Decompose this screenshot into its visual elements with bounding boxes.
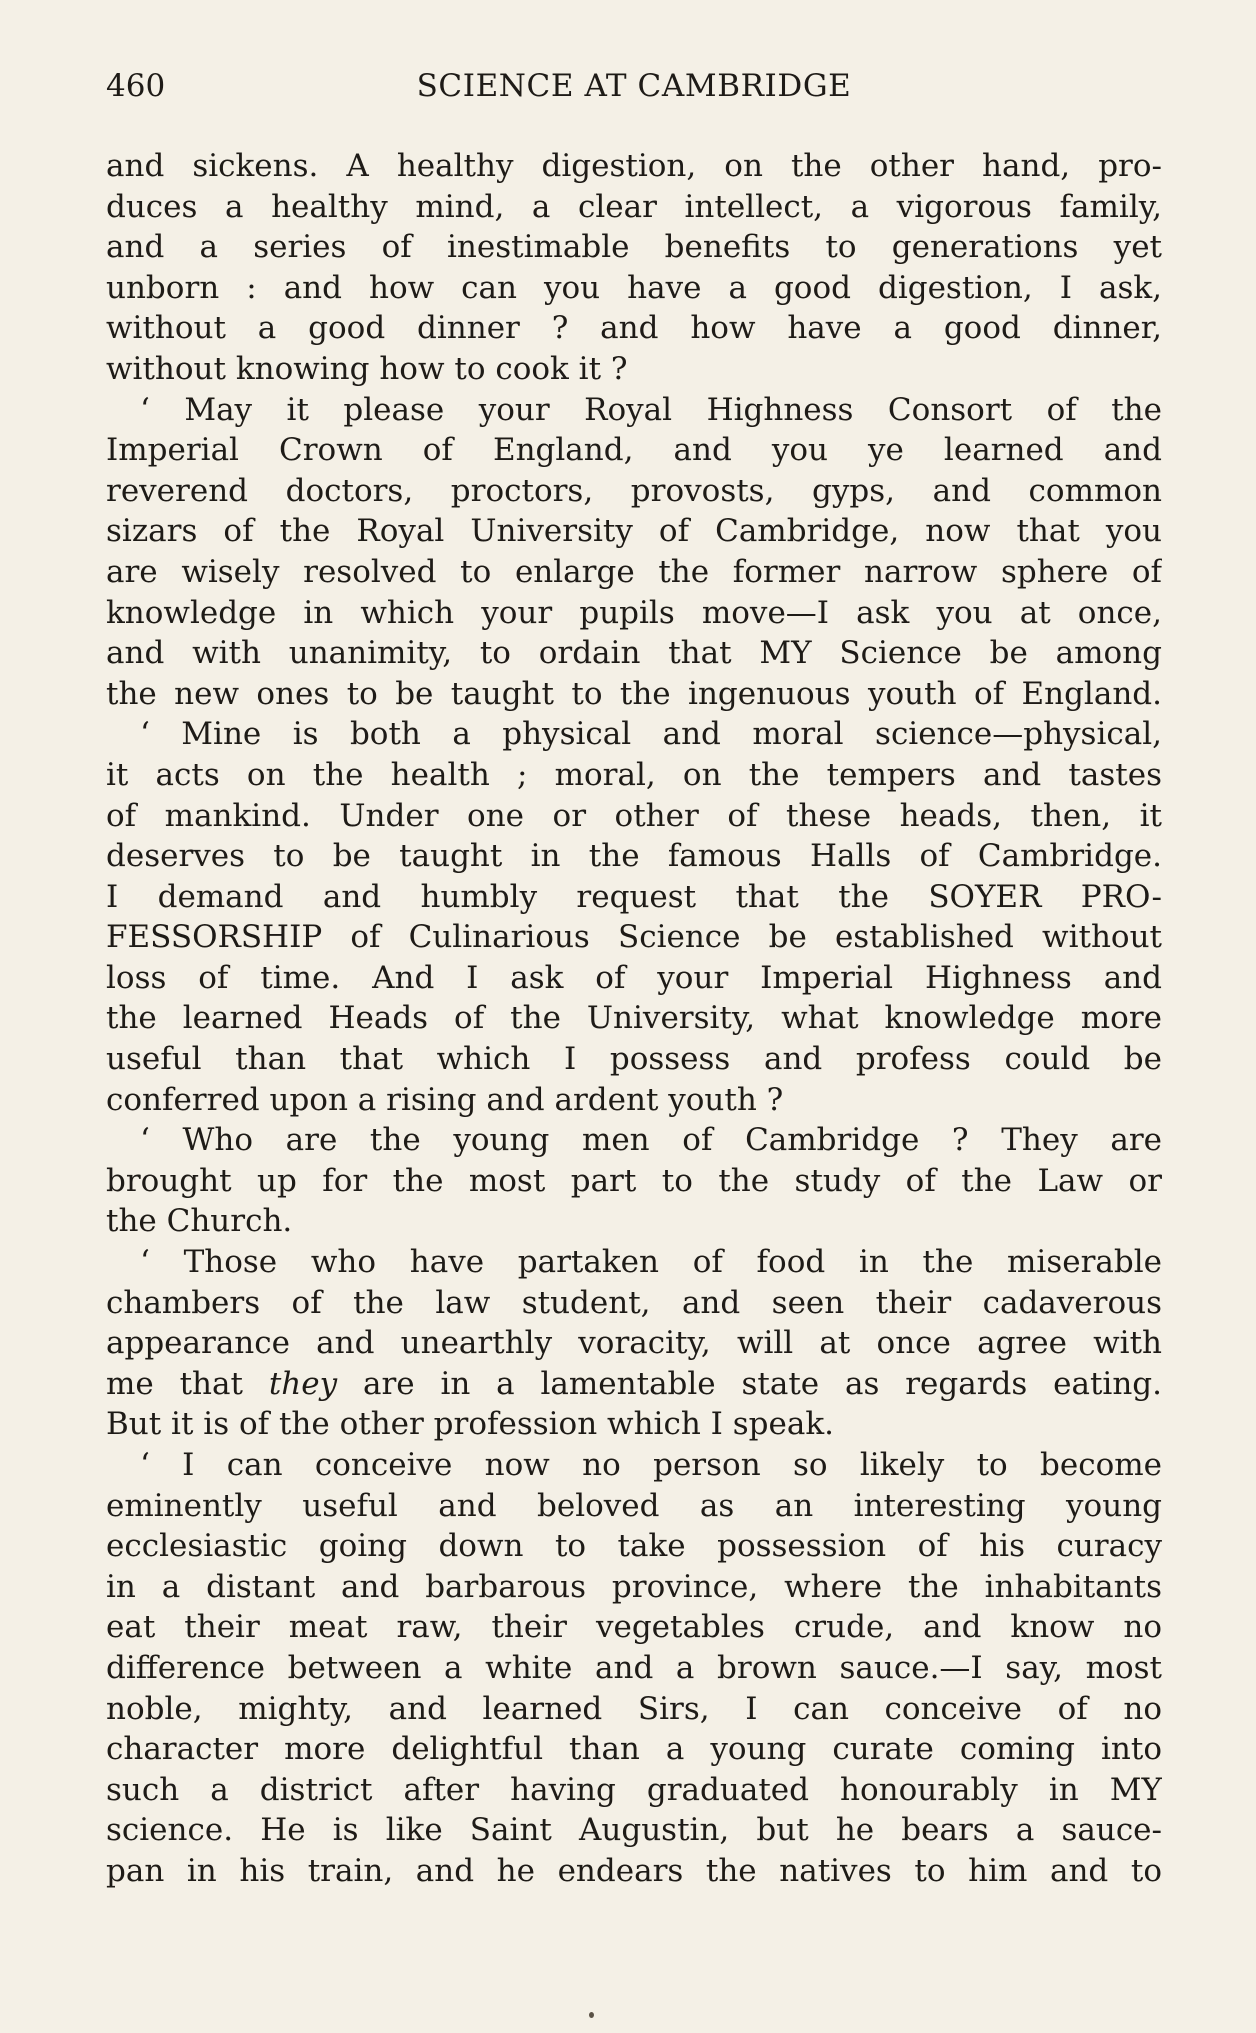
text-line: ‘ I can conceive now no person so likely to become: [140, 1447, 1162, 1483]
text-segment: me that: [106, 1365, 243, 1402]
italic-word: they: [268, 1365, 338, 1402]
text-segment: are in a lamentable state as regards eating.: [362, 1365, 1162, 1402]
text-line: ‘ Who are the young men of Cambridge ? They are: [140, 1122, 1162, 1159]
text-line: useful than that which I possess and profess could be: [106, 1041, 1162, 1078]
running-title: SCIENCE AT CAMBRIDGE: [416, 68, 852, 104]
text-line: without knowing how to cook it ?: [106, 350, 628, 387]
text-line: the Church.: [106, 1203, 293, 1240]
text-line: eat their meat raw, their vegetables crude, and know no: [106, 1609, 1162, 1646]
text-line: of mankind. Under one or other of these heads, then, it: [106, 797, 1162, 834]
text-line: ecclesiastic going down to take possession of his curacy: [106, 1528, 1162, 1565]
page-number: 460: [106, 68, 166, 104]
text-line: reverend doctors, proctors, provosts, gyps, and common: [106, 472, 1162, 509]
text-line: brought up for the most part to the study of the Law or: [106, 1162, 1162, 1199]
text-line: loss of time. And I ask of your Imperial Highness and: [106, 959, 1162, 996]
text-line: in a distant and barbarous province, where the inhabitants: [106, 1568, 1162, 1605]
text-line: the learned Heads of the University, what knowledge more: [106, 1000, 1162, 1037]
text-line: unborn : and how can you have a good digestion, I ask,: [106, 269, 1162, 306]
text-line: chambers of the law student, and seen their cadaverous: [106, 1284, 1162, 1321]
text-line: FESSORSHIP of Culinarious Science be established without: [106, 919, 1162, 956]
text-line: are wisely resolved to enlarge the former narrow sphere of: [106, 553, 1162, 590]
text-line: without a good dinner ? and how have a good dinner,: [106, 310, 1162, 347]
text-line: deserves to be taught in the famous Halls of Cambridge.: [106, 838, 1162, 875]
text-line: conferred upon a rising and ardent youth ?: [106, 1081, 784, 1118]
text-line: appearance and unearthly voracity, will at once agree with: [106, 1325, 1162, 1362]
body-text: [106, 146, 1162, 1892]
print-speck: [589, 2012, 594, 2018]
text-line: duces a healthy mind, a clear intellect, a vigorous family,: [106, 188, 1162, 225]
text-line: Imperial Crown of England, and you ye learned and: [106, 432, 1162, 469]
text-line: But it is of the other profession which I speak.: [106, 1406, 834, 1443]
text-line: and with unanimity, to ordain that MY Science be among: [106, 635, 1162, 672]
text-line: ‘ Those who have partaken of food in the miserable: [140, 1244, 1162, 1281]
text-line: difference between a white and a brown sauce.—I say, most: [106, 1649, 1162, 1686]
text-line: noble, mighty, and learned Sirs, I can conceive of no: [106, 1690, 1162, 1727]
text-line: [106, 1364, 1162, 1405]
text-line: sizars of the Royal University of Cambridge, now that you: [106, 513, 1162, 550]
text-line: science. He is like Saint Augustin, but he bears a sauce-: [106, 1812, 1162, 1849]
text-line: ‘ May it please your Royal Highness Consort of the: [140, 391, 1162, 428]
text-line: pan in his train, and he endears the natives to him and to: [106, 1852, 1162, 1889]
text-line: character more delightful than a young curate coming into: [106, 1731, 1162, 1768]
text-line: and a series of inestimable benefits to generations yet: [106, 229, 1162, 266]
running-head: [106, 68, 1162, 118]
text-line: the new ones to be taught to the ingenuous youth of England.: [106, 675, 1162, 712]
text-line: such a district after having graduated honourably in MY: [106, 1771, 1162, 1808]
text-line: it acts on the health ; moral, on the tempers and tastes: [106, 756, 1162, 793]
text-line: eminently useful and beloved as an interesting young: [106, 1487, 1162, 1524]
text-line: I demand and humbly request that the SOYER PRO-: [106, 878, 1162, 915]
text-line: and sickens. A healthy digestion, on the other hand, pro-: [106, 148, 1162, 184]
text-line: knowledge in which your pupils move—I ask you at once,: [106, 594, 1162, 631]
text-line: ‘ Mine is both a physical and moral science—physical,: [140, 716, 1162, 753]
